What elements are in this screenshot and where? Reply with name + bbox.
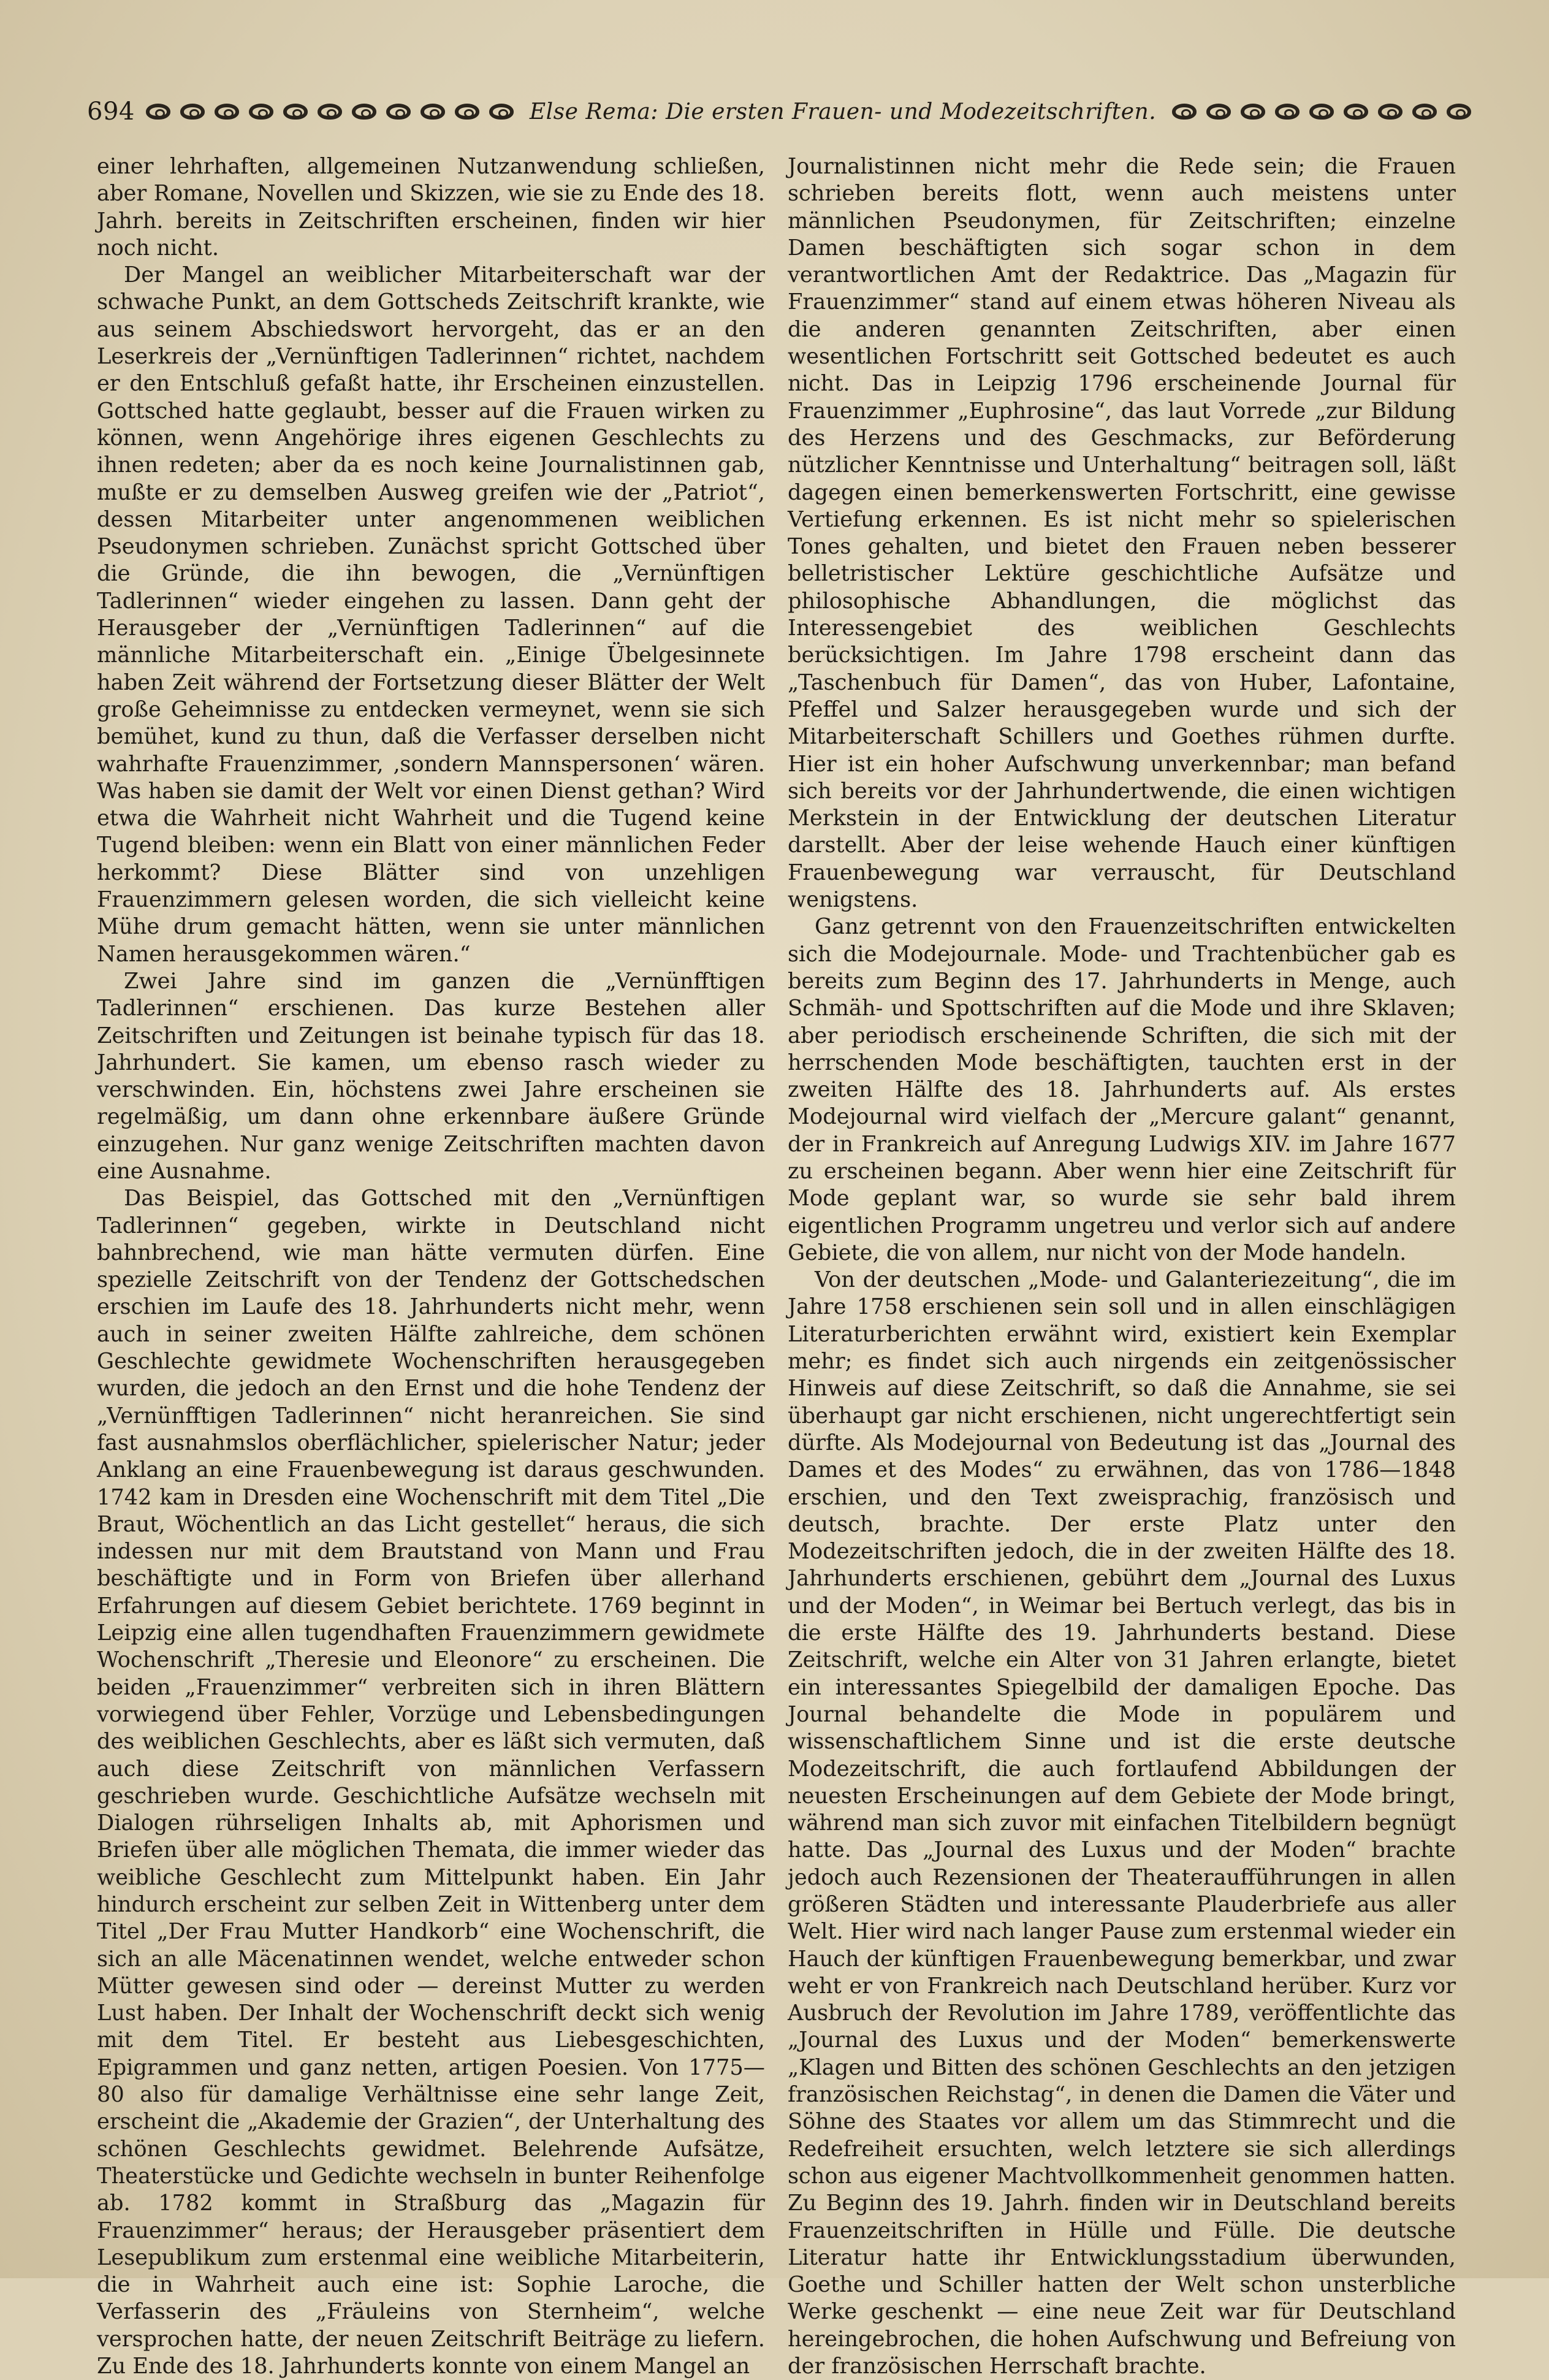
scroll-ornament-icon — [1378, 104, 1402, 120]
scroll-ornament-icon — [1344, 104, 1368, 120]
scroll-ornament-icon — [1309, 104, 1334, 120]
scroll-ornament-icon — [489, 104, 514, 120]
paragraph: einer lehrhaften, allgemeinen Nutzanwendung schließen, aber Romane, Novellen und Skizzen, wie sie zu Ende des 18. Jahrh. bereits in Zeitschriften erscheinen, finden wir hier noch nicht. — [97, 154, 765, 261]
scroll-ornament-icon — [318, 104, 342, 120]
scroll-ornament-icon — [352, 104, 376, 120]
scroll-ornament-icon — [386, 104, 411, 120]
header-ornament-right — [1172, 104, 1471, 120]
scroll-ornament-icon — [249, 104, 273, 120]
right-column — [788, 153, 1456, 2379]
scroll-ornament-icon — [1412, 104, 1437, 120]
paragraph: Das Beispiel, das Gottsched mit den „Vernünftigen Tadlerinnen“ gegeben, wirkte in Deutschland nicht bahnbrechend, wie man hätte vermuten dürfen. Eine spezielle Zeitschrift von der Tendenz der Gottschedschen erschien im Laufe des 18. Jahrhunderts nicht mehr, wenn auch in seiner zweiten Hälfte zahlreiche, dem schönen Geschlechte gewidmete Wochenschriften herausgegeben wurden, die jedoch an den Ernst und die hohe Tendenz der „Vernünfftigen Tadlerinnen“ nicht heranreichen. Sie sind fast ausnahmslos oberflächlicher, spielerischer Natur; jeder Anklang an eine Frauenbewegung ist daraus geschwunden. 1742 kam in Dresden eine Wochenschrift mit dem Titel „Die Braut, Wöchentlich an das Licht gestellet“ heraus, die sich indessen nur mit dem Brautstand von Mann und Frau beschäftigte und in Form von Briefen über allerhand Erfahrungen auf diesem Gebiet berichtete. 1769 beginnt in Leipzig eine allen tugendhaften Frauenzimmern gewidmete Wochenschrift „Theresie und Eleonore“ zu erscheinen. Die beiden „Frauenzimmer“ verbreiten sich in ihren Blättern vorwiegend über Fehler, Vorzüge und Lebensbedingungen des weiblichen Geschlechts, aber es läßt sich vermuten, daß auch diese Zeitschrift von männlichen Verfassern geschrieben wurde. Geschichtliche Aufsätze wechseln mit Dialogen rührseligen Inhalts ab, mit Aphorismen und Briefen über alle möglichen Themata, die immer wieder das weibliche Geschlecht zum Mittelpunkt haben. Ein Jahr hindurch erscheint zur selben Zeit in Wittenberg unter dem Titel „Der Frau Mutter Handkorb“ eine Wochenschrift, die sich an alle Mäcenatinnen wendet, welche entweder schon Mütter gewesen sind oder — dereinst Mutter zu werden Lust haben. Der Inhalt der Wochenschrift deckt sich wenig mit dem Titel. Er besteht aus Liebesgeschichten, Epigrammen und ganz netten, artigen Poesien. Von 1775—80 also für damalige Verhältnisse eine sehr lange Zeit, erscheint die „Akademie der Grazien“, der Unterhaltung des schönen Geschlechts gewidmet. Belehrende Aufsätze, Theaterstücke und Gedichte wechseln in bunter Reihenfolge ab. 1782 kommt in Straßburg das „Magazin für Frauenzimmer“ heraus; der Herausgeber präsentiert dem Lesepublikum zum erstenmal eine weibliche Mitarbeiterin, die in Wahrheit auch eine ist: Sophie Laroche, die Verfasserin des „Fräuleins von Sternheim“, welche versprochen hatte, der neuen Zeitschrift Beiträge zu liefern. Zu Ende des 18. Jahrhunderts konnte von einem Mangel an — [97, 1186, 765, 2379]
left-column — [97, 153, 765, 2379]
scroll-ornament-icon — [180, 104, 205, 120]
scroll-ornament-icon — [1172, 104, 1197, 120]
scroll-ornament-icon — [1241, 104, 1265, 120]
scroll-ornament-icon — [215, 104, 239, 120]
running-header — [87, 93, 1456, 130]
page-number: 694 — [87, 97, 135, 126]
paragraph: Journalistinnen nicht mehr die Rede sein; die Frauen schrieben bereits flott, wenn auch meistens unter männlichen Pseudonymen, für Zeitschriften; einzelne Damen beschäftigten sich sogar schon in dem verantwortlichen Amt der Redaktrice. Das „Magazin für Frauenzimmer“ stand auf einem etwas höheren Niveau als die anderen genannten Zeitschriften, aber einen wesentlichen Fortschritt seit Gottsched bedeutet es auch nicht. Das in Leipzig 1796 erscheinende Journal für Frauenzimmer „Euphrosine“, das laut Vorrede „zur Bildung des Herzens und des Geschmacks, zur Beförderung nützlicher Kenntnisse und Unterhaltung“ beitragen soll, läßt dagegen einen bemerkenswerten Fortschritt, eine gewisse Vertiefung erkennen. Es ist nicht mehr so spielerischen Tones gehalten, und bietet den Frauen neben besserer belletristischer Lektüre geschichtliche Aufsätze und philosophische Abhandlungen, die möglichst das Interessengebiet des weiblichen Geschlechts berücksichtigen. Im Jahre 1798 erscheint dann das „Taschenbuch für Damen“, das von Huber, Lafontaine, Pfeffel und Salzer herausgegeben wurde und sich der Mitarbeiterschaft Schillers und Goethes rühmen durfte. Hier ist ein hoher Aufschwung unverkennbar; man befand sich bereits vor der Jahrhundertwende, die einen wichtigen Merkstein in der Entwicklung der deutschen Literatur darstellt. Aber der leise wehende Hauch einer künftigen Frauenbewegung war verrauscht, für Deutschland wenigstens. — [788, 154, 1456, 913]
running-title: Else Rema: Die ersten Frauen- und Modezeitschriften. — [529, 99, 1157, 124]
scroll-ornament-icon — [1447, 104, 1471, 120]
paragraph: Zwei Jahre sind im ganzen die „Vernünfftigen Tadlerinnen“ erschienen. Das kurze Bestehen aller Zeitschriften und Zeitungen ist beinahe typisch für das 18. Jahrhundert. Sie kamen, um ebenso rasch wieder zu verschwinden. Ein, höchstens zwei Jahre erscheinen sie regelmäßig, um dann ohne erkennbare äußere Gründe einzugehen. Nur ganz wenige Zeitschriften machten davon eine Ausnahme. — [97, 968, 765, 1184]
scroll-ornament-icon — [455, 104, 479, 120]
scroll-ornament-icon — [283, 104, 308, 120]
scroll-ornament-icon — [1206, 104, 1231, 120]
header-ornament-left — [146, 104, 514, 120]
paragraph: Der Mangel an weiblicher Mitarbeiterschaft war der schwache Punkt, an dem Gottscheds Zeitschrift krankte, wie aus seinem Abschiedswort hervorgeht, das er an den Leserkreis der „Vernünftigen Tadlerinnen“ richtet, nachdem er den Entschluß gefaßt hatte, ihr Erscheinen einzustellen. Gottsched hatte geglaubt, besser auf die Frauen wirken zu können, wenn Angehörige ihres eigenen Geschlechts zu ihnen redeten; aber da es noch keine Journalistinnen gab, mußte er zu demselben Ausweg greifen wie der „Patriot“, dessen Mitarbeiter unter angenommenen weiblichen Pseudonymen schrieben. Zunächst spricht Gottsched über die Gründe, die ihn bewogen, die „Vernünftigen Tadlerinnen“ wieder eingehen zu lassen. Dann geht der Herausgeber der „Vernünftigen Tadlerinnen“ auf die männliche Mitarbeiterschaft ein. „Einige Übelgesinnete haben Zeit während der Fortsetzung dieser Blätter der Welt große Geheimnisse zu entdecken vermeynet, wenn sie sich bemühet, kund zu thun, daß die Verfasser derselben nicht wahrhafte Frauenzimmer, ‚sondern Mannspersonen‘ wären. Was haben sie damit der Welt vor einen Dienst gethan? Wird etwa die Wahrheit nicht Wahrheit und die Tugend keine Tugend bleiben: wenn ein Blatt von einer männlichen Feder herkommt? Diese Blätter sind von unzehligen Frauenzimmern gelesen worden, die sich vielleicht keine Mühe drum gemacht hätten, wenn sie unter männlichen Namen herausgekommen wären.“ — [97, 262, 765, 967]
scroll-ornament-icon — [1275, 104, 1300, 120]
scroll-ornament-icon — [421, 104, 445, 120]
paragraph: Von der deutschen „Mode- und Galanteriezeitung“, die im Jahre 1758 erschienen sein soll und in allen einschlägigen Literaturberichten erwähnt wird, existiert kein Exemplar mehr; es findet sich auch nirgends ein zeitgenössischer Hinweis auf diese Zeitschrift, so daß die Annahme, sie sei überhaupt gar nicht erschienen, nicht ungerechtfertigt sein dürfte. Als Modejournal von Bedeutung ist das „Journal des Dames et des Modes“ zu erwähnen, das von 1786—1848 erschien, und den Text zweisprachig, französisch und deutsch, brachte. Der erste Platz unter den Modezeitschriften jedoch, die in der zweiten Hälfte des 18. Jahrhunderts erschienen, gebührt dem „Journal des Luxus und der Moden“, in Weimar bei Bertuch verlegt, das bis in die erste Hälfte des 19. Jahrhunderts bestand. Diese Zeitschrift, welche ein Alter von 31 Jahren erlangte, bietet ein interessantes Spiegelbild der damaligen Epoche. Das Journal behandelte die Mode in populärem und wissenschaftlichem Sinne und ist die erste deutsche Modezeitschrift, die auch fortlaufend Abbildungen der neuesten Erscheinungen auf dem Gebiete der Mode bringt, während man sich zuvor mit einfachen Titelbildern begnügt hatte. Das „Journal des Luxus und der Moden“ brachte jedoch auch Rezensionen der Theateraufführungen in allen größeren Städten und interessante Plauderbriefe aus aller Welt. Hier wird nach langer Pause zum erstenmal wieder ein Hauch der künftigen Frauenbewegung bemerkbar, und zwar weht er von Frankreich nach Deutschland herüber. Kurz vor Ausbruch der Revolution im Jahre 1789, veröffentlichte das „Journal des Luxus und der Moden“ bemerkenswerte „Klagen und Bitten des schönen Geschlechts an den jetzigen französischen Reichstag“, in denen die Damen die Väter und Söhne des Staates vor allem um das Stimmrecht und die Redefreiheit ersuchten, welch letztere sie sich allerdings schon aus eigener Machtvollkommenheit genommen hatten. Zu Beginn des 19. Jahrh. finden wir in Deutschland bereits Frauenzeitschriften in Hülle und Fülle. Die deutsche Literatur hatte ihr Entwicklungsstadium überwunden, Goethe und Schiller hatten der Welt schon unsterbliche Werke geschenkt — eine neue Zeit war für Deutschland hereingebrochen, die hohen Aufschwung und Befreiung von der französischen Herrschaft brachte. — [788, 1267, 1456, 2379]
scroll-ornament-icon — [146, 104, 170, 120]
paragraph: Ganz getrennt von den Frauenzeitschriften entwickelten sich die Modejournale. Mode- und Trachtenbücher gab es bereits zum Beginn des 17. Jahrhunderts in Menge, auch Schmäh- und Spottschriften auf die Mode und ihre Sklaven; aber periodisch erscheinende Schriften, die sich mit der herrschenden Mode beschäftigten, tauchten erst in der zweiten Hälfte des 18. Jahrhunderts auf. Als erstes Modejournal wird vielfach der „Mercure galant“ genannt, der in Frankreich auf Anregung Ludwigs XIV. im Jahre 1677 zu erscheinen begann. Aber wenn hier eine Zeitschrift für Mode geplant war, so wurde sie sehr bald ihrem eigentlichen Programm ungetreu und verlor sich auf andere Gebiete, die von allem, nur nicht von der Mode handeln. — [788, 914, 1456, 1265]
